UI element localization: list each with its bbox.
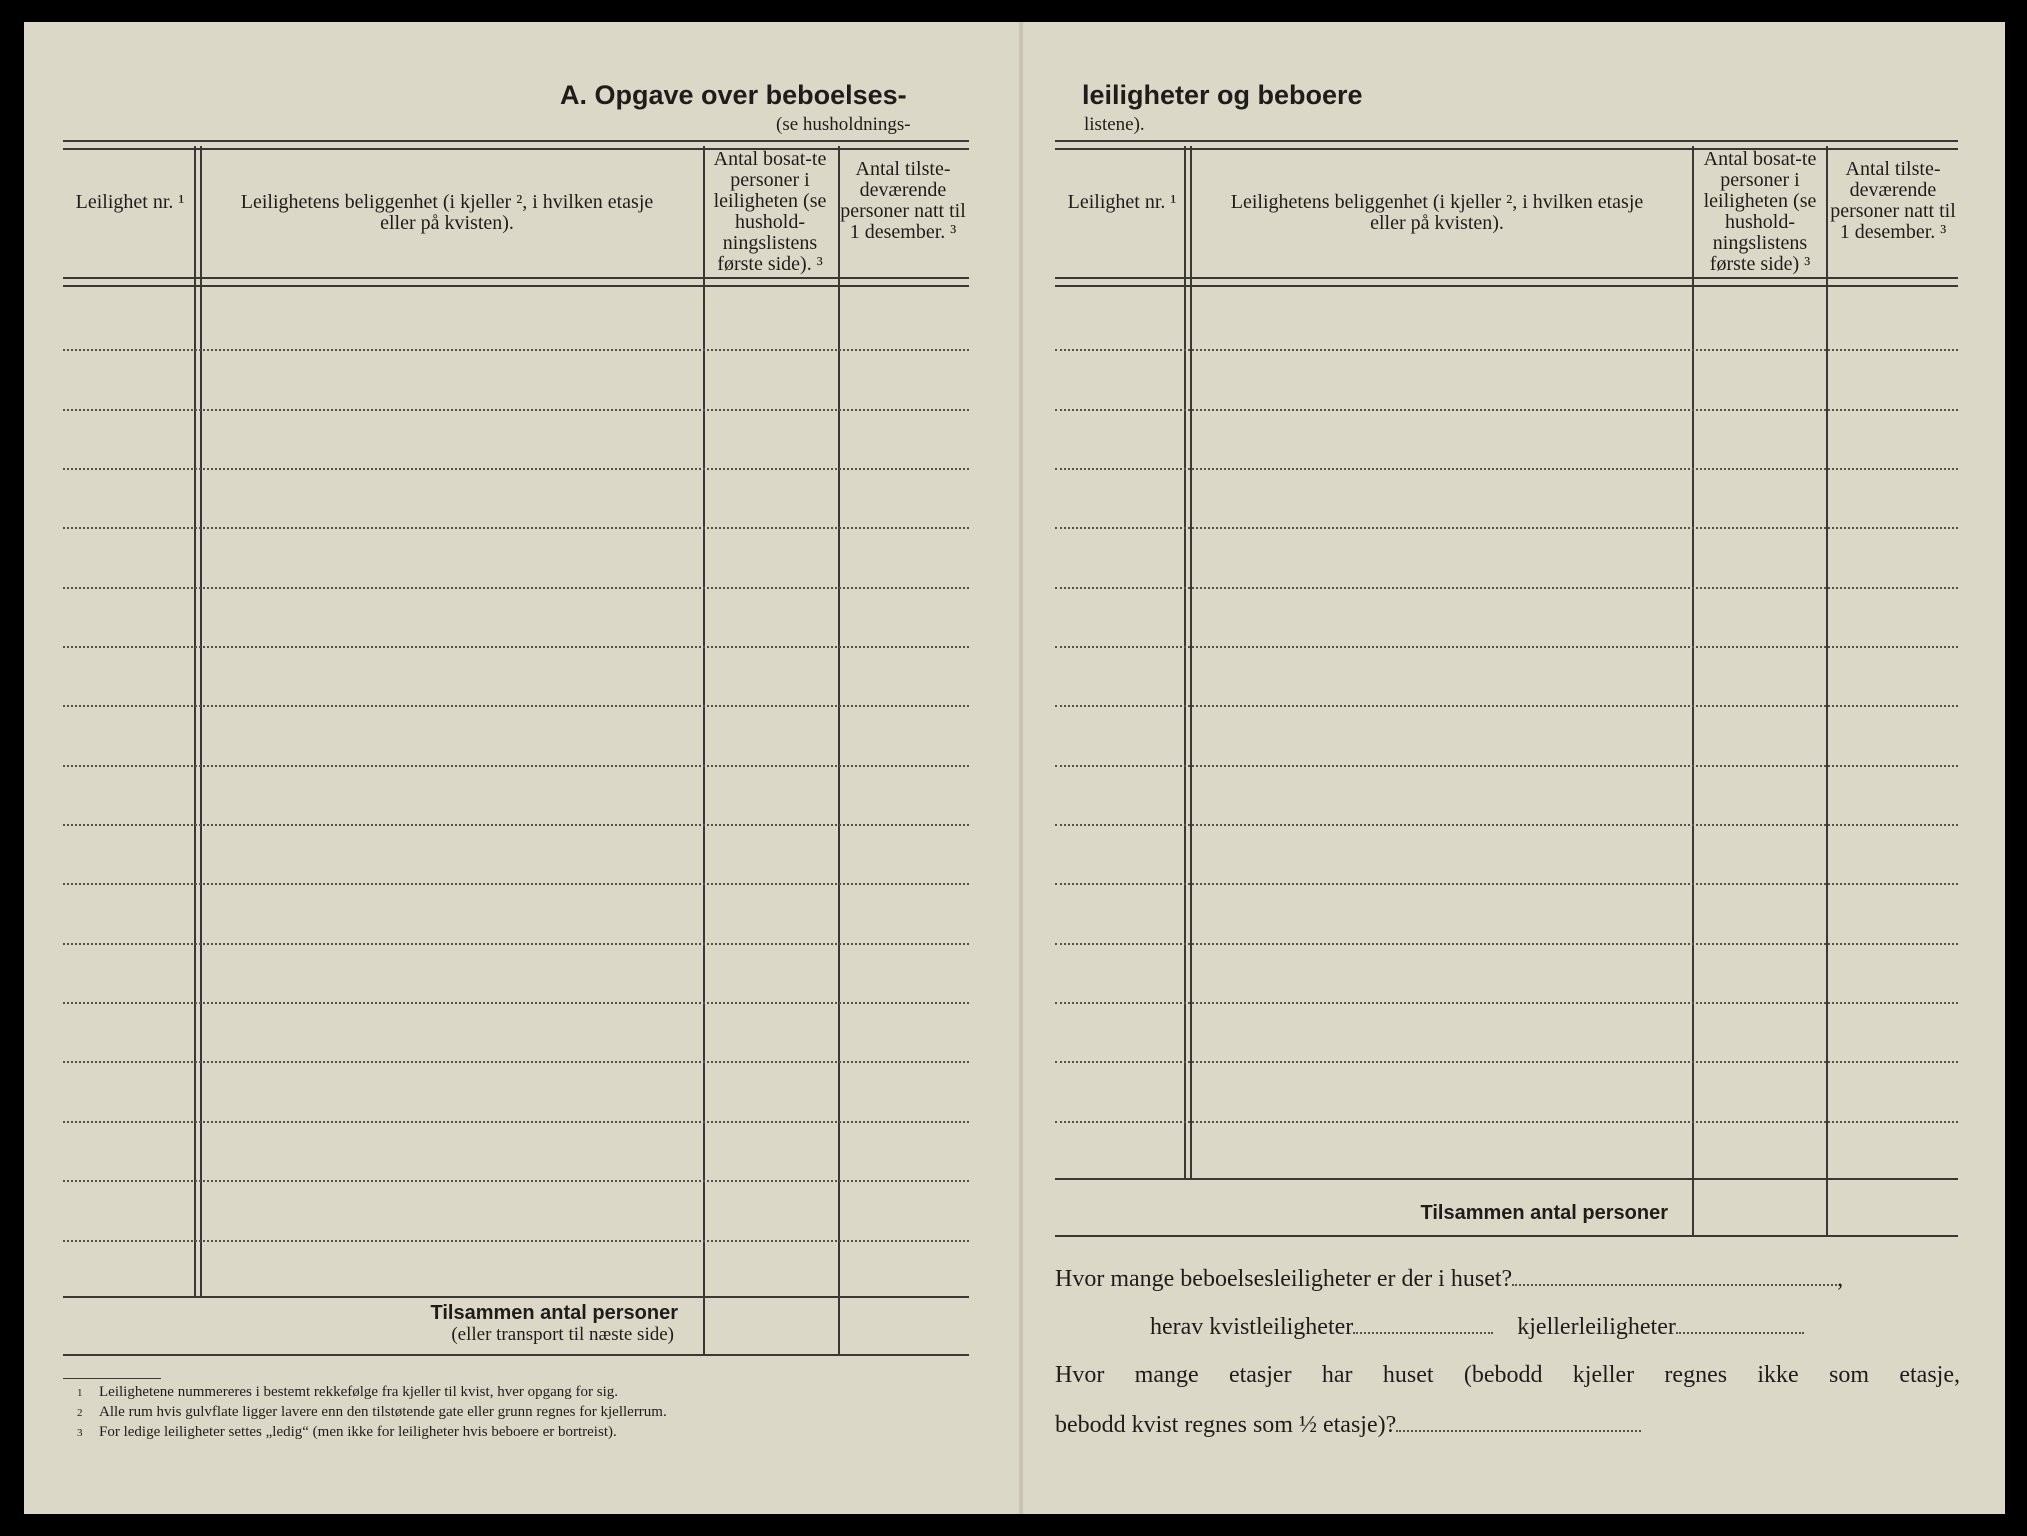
table-row: [1055, 1061, 1958, 1063]
table-row: [63, 646, 969, 648]
left-title: A. Opgave over beboelses-: [560, 80, 907, 110]
left-total-top-border: [63, 1296, 969, 1298]
table-row: [1055, 646, 1958, 648]
footnote-separator: [63, 1378, 161, 1379]
left-total-sublabel: (eller transport til næste side): [451, 1324, 674, 1345]
question-floors-line2: bebodd kvist regnes som ½ etasje)?: [1055, 1412, 1955, 1439]
table-row: [63, 1002, 969, 1004]
table-row: [63, 468, 969, 470]
table-row: [63, 349, 969, 351]
table-row: [63, 1180, 969, 1182]
question-apartment-count: Hvor mange beboelsesleiligheter er der i huset? ,: [1055, 1266, 1844, 1292]
table-row: [1055, 824, 1958, 826]
left-header-resident-count: Antal bosat-te personer i leiligheten (se hushold-ningslistens første side). ³: [713, 148, 827, 275]
right-total-top-border: [1055, 1178, 1958, 1180]
left-subtitle: (se husholdnings-: [776, 114, 911, 135]
table-row: [1055, 349, 1958, 351]
table-row: [1055, 883, 1958, 885]
table-row: [63, 1061, 969, 1063]
right-subtitle: listene).: [1084, 114, 1145, 135]
right-total-bottom-border: [1055, 1235, 1958, 1237]
footnote-2: 2 Alle rum hvis gulvflate ligger lavere enn den tilstøtende gate eller grunn regnes for kjellerrum.: [77, 1404, 667, 1420]
left-total-label: Tilsammen antal personer: [430, 1302, 678, 1324]
table-row: [1055, 468, 1958, 470]
table-row: [63, 824, 969, 826]
question-attic-cellar: herav kvistleiligheter kjellerleiligheter: [1150, 1314, 1960, 1341]
question-floors-line1: Hvor mange etasjer har huset (bebodd kjeller regnes ikke som etasje,: [1055, 1362, 1960, 1388]
table-row: [1055, 587, 1958, 589]
footnote-3: 3 For ledige leiligheter settes „ledig“ (men ikke for leiligheter hvis beboere er bortreist).: [77, 1424, 617, 1440]
cellar-apartments-field[interactable]: [1676, 1314, 1804, 1334]
left-total-divider-1: [703, 1296, 705, 1354]
table-row: [1055, 409, 1958, 411]
table-row: [1055, 705, 1958, 707]
floors-field[interactable]: [1396, 1412, 1641, 1432]
apartment-count-field[interactable]: [1512, 1266, 1837, 1286]
table-row: [63, 527, 969, 529]
left-page: [24, 22, 1020, 1514]
left-header-present-count: Antal tilste-deværende personer natt til 1 desember. ³: [840, 158, 966, 243]
table-row: [63, 705, 969, 707]
left-header-location: Leilighetens beliggenhet (i kjeller ², i hvilken etasje eller på kvisten).: [240, 191, 654, 234]
table-row: [1055, 1002, 1958, 1004]
right-header-present-count: Antal tilste-deværende personer natt til 1 desember. ³: [1830, 158, 1956, 243]
table-row: [63, 765, 969, 767]
left-total-bottom-border: [63, 1354, 969, 1356]
footnote-1: 1 Leilighetene nummereres i bestemt rekkefølge fra kjeller til kvist, hver opgang for sig.: [77, 1384, 618, 1400]
table-row: [63, 1240, 969, 1242]
table-row: [63, 587, 969, 589]
table-row: [1055, 765, 1958, 767]
table-row: [1055, 1121, 1958, 1123]
left-header-apartment-no: Leilighet nr. ¹: [75, 191, 185, 213]
right-header-resident-count: Antal bosat-te personer i leiligheten (se hushold-ningslistens første side) ³: [1703, 148, 1817, 275]
attic-apartments-field[interactable]: [1353, 1314, 1493, 1334]
right-column-divider-3: [1826, 146, 1828, 1235]
right-column-divider-1: [1184, 146, 1192, 1178]
page-fold: [1019, 22, 1023, 1514]
right-header-apartment-no: Leilighet nr. ¹: [1067, 191, 1177, 213]
table-row: [63, 409, 969, 411]
right-total-label: Tilsammen antal personer: [1420, 1202, 1668, 1224]
table-row: [63, 1121, 969, 1123]
right-header-location: Leilighetens beliggenhet (i kjeller ², i hvilken etasje eller på kvisten).: [1230, 191, 1644, 234]
left-column-divider-3: [838, 146, 840, 1296]
left-column-divider-1: [194, 146, 202, 1296]
table-row: [63, 943, 969, 945]
table-row: [63, 883, 969, 885]
right-title: leiligheter og beboere: [1082, 80, 1363, 110]
table-row: [1055, 527, 1958, 529]
right-column-divider-2: [1692, 146, 1694, 1235]
left-column-divider-2: [703, 146, 705, 1296]
table-row: [1055, 943, 1958, 945]
left-total-divider-2: [838, 1296, 840, 1354]
